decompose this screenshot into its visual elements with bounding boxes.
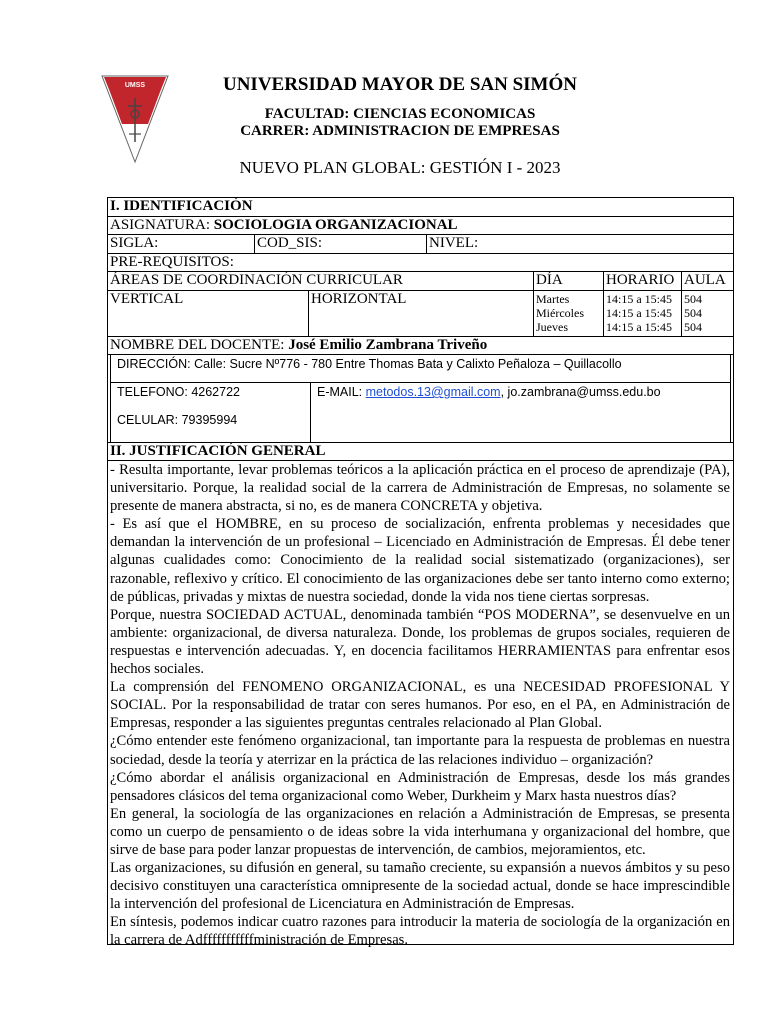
day-header: DÍA xyxy=(533,272,603,290)
justification-paragraph: ¿Cómo entender este fenómeno organizacional, tan importante para la respuesta de problemas en nuestra sociedad, desde la teoría y aterrizar en la práctica de las relaciones individuo – organización? xyxy=(110,733,730,768)
identification-title: I. IDENTIFICACIÓN xyxy=(110,198,253,214)
justification-section-row xyxy=(108,442,733,461)
room-item: 504 xyxy=(684,292,702,306)
plan-title: NUEVO PLAN GLOBAL: GESTIÓN I - 2023 xyxy=(239,158,561,177)
email-secondary: , jo.zambrana@umss.edu.bo xyxy=(500,385,661,399)
vertical-label: VERTICAL xyxy=(110,291,184,307)
course-plan-table xyxy=(107,197,734,949)
subject-value: SOCIOLOGIA ORGANIZACIONAL xyxy=(213,217,458,233)
logo-text: UMSS xyxy=(124,82,146,89)
subject-row xyxy=(108,217,733,235)
faculty-title: FACULTAD: CIENCIAS ECONOMICAS xyxy=(264,106,536,122)
teacher-row xyxy=(108,337,733,355)
room-header: AULA xyxy=(681,272,733,290)
sigla-label: SIGLA: xyxy=(110,235,159,251)
schedule-header: HORARIO xyxy=(603,272,681,290)
subject-label: ASIGNATURA: xyxy=(110,217,214,233)
justification-paragraph: Las organizaciones, su difusión en general, su tamaño creciente, su expansión a nuevos ámbitos y su peso decisivo constituyen una característica omnipresente de la sociedad actual, donde se hace imprescindible la intervención del profesional de Licenciatura en Administración de Empresas. xyxy=(110,860,730,913)
time-item: 14:15 a 15:45 xyxy=(606,292,672,306)
teacher-label: NOMBRE DEL DOCENTE: xyxy=(110,337,289,353)
justification-paragraph: ¿Cómo abordar el análisis organizacional en Administración de Empresas, desde los más grandes pensadores clásicos del tema organizacional como Weber, Durkheim y Marx hasta nuestros días? xyxy=(110,769,730,804)
time-item: 14:15 a 15:45 xyxy=(606,306,672,320)
day-item: Jueves xyxy=(536,320,568,334)
identification-section-row xyxy=(108,198,733,217)
justification-title: II. JUSTIFICACIÓN GENERAL xyxy=(110,443,326,459)
career-title: CARRER: ADMINISTRACION DE EMPRESAS xyxy=(240,123,560,139)
time-list xyxy=(603,291,681,336)
time-item: 14:15 a 15:45 xyxy=(606,320,672,334)
nivel-label: NIVEL: xyxy=(426,235,733,253)
day-item: Miércoles xyxy=(536,306,584,320)
email-text xyxy=(317,385,661,399)
prereq-row xyxy=(108,254,733,272)
areas-header-row xyxy=(108,272,733,291)
justification-paragraph: La comprensión del FENOMENO ORGANIZACIONAL, es una NECESIDAD PROFESIONAL Y SOCIAL. Por la responsabilidad de tratar con seres humanos. Por eso, en el PA, en Administración de Empresas, responder a las siguientes preguntas centrales relacionado al Plan Global. xyxy=(110,679,730,732)
cell-text: CELULAR: 79395994 xyxy=(117,413,238,427)
codsis-label: COD_SIS: xyxy=(254,235,426,253)
email-label: E-MAIL: xyxy=(317,385,366,399)
phone-text: TELEFONO: 4262722 xyxy=(117,385,240,399)
address-text: DIRECCIÓN: Calle: Sucre Nº776 - 780 Entre Thomas Bata y Calixto Peñaloza – Quillacollo xyxy=(117,357,622,371)
room-item: 504 xyxy=(684,306,702,320)
justification-paragraph: - Es así que el HOMBRE, en su proceso de socialización, enfrenta problemas y necesidades que demandan la intervención de un profesional – Licenciado en Administración de Empresas. Él debe tener algunas cualidades como: Conocimiento de la realidad social sistematizado (organizaciones), ser razonable, reflexivo y crítico. El conocimiento de las organizaciones debe ser tanto interno como externo; de públicas, privadas y mixtas de nuestra sociedad, donde la vida nos tiene ciertas sorpresas. xyxy=(110,516,730,605)
teacher-name: José Emilio Zambrana Triveño xyxy=(288,337,488,353)
room-item: 504 xyxy=(684,320,702,334)
university-title: UNIVERSIDAD MAYOR DE SAN SIMÓN xyxy=(222,74,577,95)
areas-label: ÁREAS DE COORDINACIÓN CURRICULAR xyxy=(110,272,403,288)
justification-paragraph: - Resulta importante, levar problemas teóricos a la aplicación práctica en el proceso de aprendizaje (PA), universitario. Porque, la realidad social de la carrera de Administración de Empresas, no solamente se presente de manera abstracta, si no, es de manera CONCRETA y objetiva. xyxy=(110,462,730,515)
email-link[interactable]: metodos.13@gmail.com xyxy=(365,385,501,399)
day-list xyxy=(533,291,603,336)
justification-body xyxy=(110,461,730,950)
justification-paragraph: En síntesis, podemos indicar cuatro razones para introducir la materia de sociología de la organización en la carrera de Adfffffffffffministración de Empresas. xyxy=(110,914,730,949)
codes-row xyxy=(108,235,733,254)
justification-paragraph: Porque, nuestra SOCIEDAD ACTUAL, denominada también “POS MODERNA”, se desenvuelve en un ambiente: organizacional, de diversa naturaleza. Donde, los problemas de grupos sociales, requieren de respuestas e intervención adecuadas. Y, en docencia facilitamos HERRAMIENTAS para enfrentar esos hechos sociales. xyxy=(110,606,730,678)
horizontal-label: HORIZONTAL xyxy=(308,291,533,336)
coordination-row xyxy=(108,291,733,337)
prereq-label: PRE-REQUISITOS: xyxy=(110,254,234,270)
justification-paragraph: En general, la sociología de las organizaciones en relación a Administración de Empresas, se presenta como un cuerpo de pensamiento o de ideas sobre la vida interhumana y organizacional del hombre, que sirve de base para poder lanzar propuestas de intervención, de cambios, mejoramientos, etc. xyxy=(110,805,730,858)
day-item: Martes xyxy=(536,292,570,306)
room-list xyxy=(681,291,733,336)
contact-block xyxy=(110,355,731,442)
